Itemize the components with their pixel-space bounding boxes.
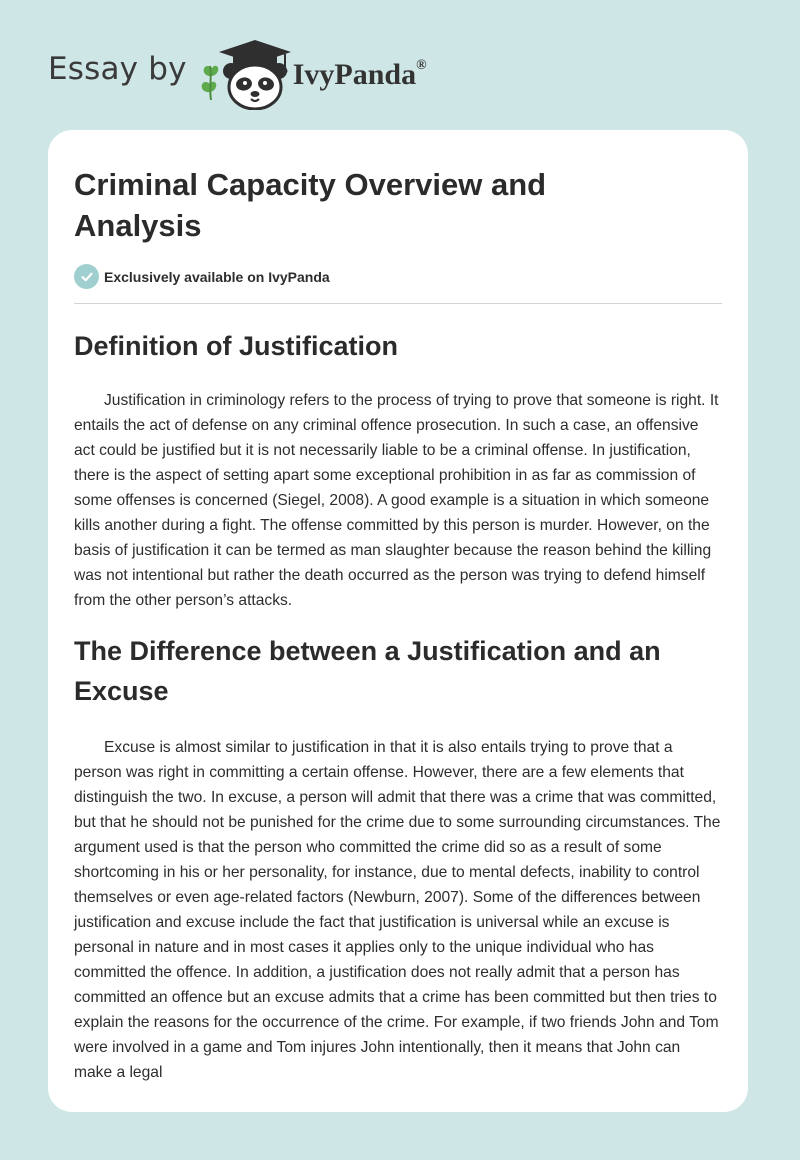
brand-text: IvyPanda (292, 58, 417, 91)
essay-by-label: Essay by (48, 51, 187, 87)
page-title: Criminal Capacity Overview and Analysis (74, 167, 547, 243)
section-heading-justification: Definition of Justification (74, 331, 398, 361)
essay-card (48, 130, 748, 1112)
paragraph-justification: Justification in criminology refers to the process of trying to prove that someone is right. It entails the act of defense on any criminal offence prosecution. In such a case, an offensive act could be justified but it is not necessarily liable to be a criminal offense. In justification, there is the aspect of setting apart some exceptional prohibition in as far as commission of some offenses is concerned (Siegel, 2008). A good example is a situation in which someone kills another during a fight. The offense committed by this person is murder. However, on the basis of justification it can be termed as man slaughter because the reason behind the killing was not intentional but rather the death occurred as the person was trying to defend himself from the other person’s attacks. (74, 392, 719, 609)
paragraph-difference: Excuse is almost similar to justification in that it is also entails trying to prove that a person was right in committing a certain offense. However, there are a few elements that distinguish the two. In excuse, a person will admit that there was a crime that was committed, but that he should not be punished for the crime due to some surrounding circumstances. The argument used is that the person who committed the crime did so as a result of some shortcoming in his or her personality, for instance, due to mental defects, inability to control themselves or even age-related factors (Newburn, 2007). Some of the differences between justification and excuse include the fact that justification is universal while an excuse is personal in nature and in most cases it applies only to the unique individual who has committed the offence. In addition, a justification does not really admit that a person has committed an offence but an excuse admits that a crime has been committed but then tries to explain the reasons for the occurrence of the crime. For example, if two friends John and Tom were involved in a game and Tom injures John intentionally, then it means that John can make a legal (74, 739, 721, 1081)
ivypanda-logo-icon[interactable] (199, 36, 291, 110)
exclusive-badge (74, 264, 722, 289)
section-heading-difference: The Difference between a Justification and an Excuse (74, 636, 661, 706)
brand-name[interactable] (293, 58, 427, 92)
exclusive-label: Exclusively available on IvyPanda (104, 268, 330, 285)
registered-mark: ® (416, 58, 427, 73)
check-icon (74, 264, 99, 289)
divider (74, 303, 722, 304)
site-header (48, 36, 427, 110)
